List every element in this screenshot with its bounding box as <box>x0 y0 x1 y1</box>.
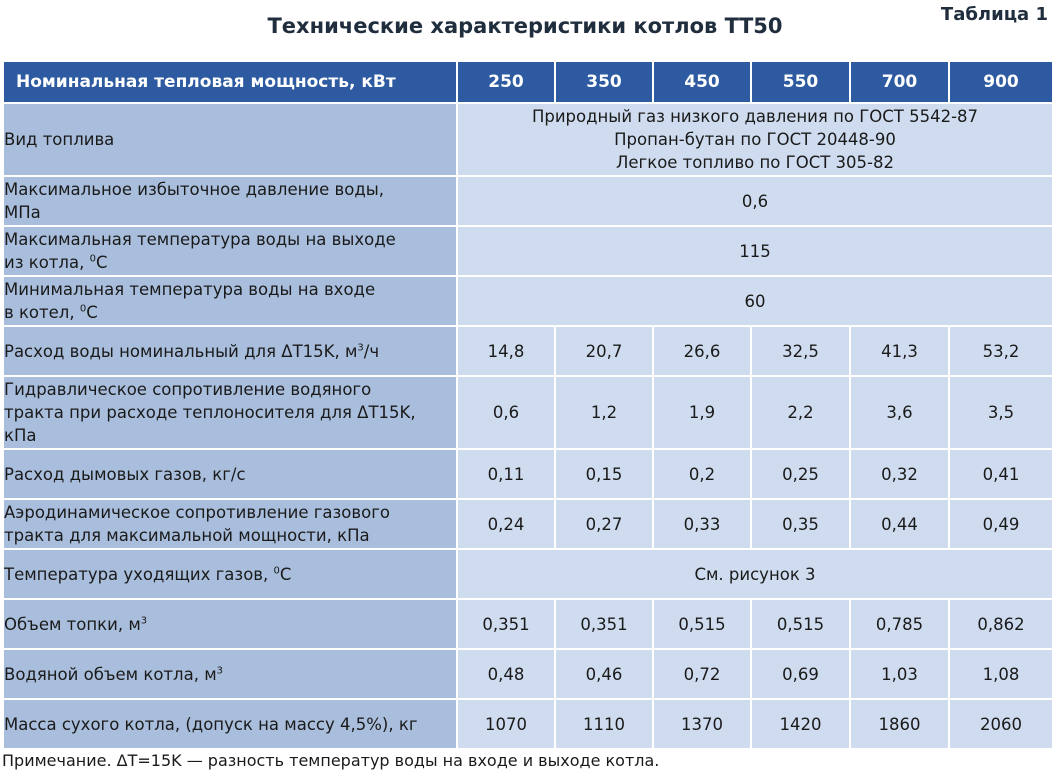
degree-sup: 0 <box>273 565 280 576</box>
label-text: Водяной объем котла, м <box>4 664 217 684</box>
fuel-types <box>457 103 1053 176</box>
cell-value: 0,44 <box>850 499 949 549</box>
label-line <box>4 251 456 274</box>
row-label <box>3 549 457 599</box>
specs-table <box>2 60 1054 750</box>
label-line: Аэродинамическое сопротивление газового <box>4 503 390 522</box>
label-text: Температура уходящих газов, <box>4 564 274 584</box>
cell-value: 2060 <box>949 699 1053 749</box>
cell-value: 0,6 <box>457 176 1053 226</box>
cell-value: 1,08 <box>949 649 1053 699</box>
fuel-type-line: Легкое топливо по ГОСТ 305-82 <box>616 153 894 172</box>
row-aero <box>3 499 1053 549</box>
cell-value: 0,25 <box>751 449 850 499</box>
row-flow <box>3 326 1053 376</box>
header-col: 450 <box>653 61 751 103</box>
header-col: 550 <box>751 61 850 103</box>
cell-value: 0,41 <box>949 449 1053 499</box>
cell-value: 0,27 <box>555 499 653 549</box>
row-label <box>3 599 457 649</box>
label-unit: С <box>95 253 108 272</box>
header-col: 250 <box>457 61 555 103</box>
cell-value: 1110 <box>555 699 653 749</box>
cell-value: 0,515 <box>751 599 850 649</box>
cell-value: 0,35 <box>751 499 850 549</box>
cubic-sup: 3 <box>140 615 148 626</box>
cell-value: 0,48 <box>457 649 555 699</box>
header-label: Номинальная тепловая мощность, кВт <box>3 61 457 103</box>
cell-value: 0,6 <box>457 376 555 449</box>
cell-value: 0,24 <box>457 499 555 549</box>
label-line: Максимальное избыточное давление воды, <box>4 180 384 199</box>
cell-value: См. рисунок 3 <box>457 549 1053 599</box>
degree-sup: 0 <box>89 253 96 265</box>
cell-value: 26,6 <box>653 326 751 376</box>
cell-value: 0,785 <box>850 599 949 649</box>
label-line: Гидравлическое сопротивление водяного <box>4 380 372 399</box>
label-line: тракта при расходе теплоносителя для ΔT15K, <box>4 403 416 422</box>
cell-value: 3,5 <box>949 376 1053 449</box>
label-text: в котел, <box>4 303 80 322</box>
page-title: Технические характеристики котлов ТТ50 <box>267 14 783 38</box>
cell-value: 0,72 <box>653 649 751 699</box>
cell-value: 1,03 <box>850 649 949 699</box>
cell-value: 1420 <box>751 699 850 749</box>
row-flue-temp <box>3 549 1053 599</box>
row-label <box>3 326 457 376</box>
cell-value: 53,2 <box>949 326 1053 376</box>
header-col: 900 <box>949 61 1053 103</box>
label-line: Минимальная температура воды на входе <box>4 280 376 299</box>
row-label: Масса сухого котла, (допуск на массу 4,5%), кг <box>3 699 457 749</box>
cubic-sup: 3 <box>357 342 364 353</box>
row-dry-mass <box>3 699 1053 749</box>
row-label: Расход дымовых газов, кг/с <box>3 449 457 499</box>
cell-value: 1070 <box>457 699 555 749</box>
row-hydraulic <box>3 376 1053 449</box>
cell-value: 0,515 <box>653 599 751 649</box>
cell-value: 0,15 <box>555 449 653 499</box>
label-unit: /ч <box>363 341 380 361</box>
cell-value: 20,7 <box>555 326 653 376</box>
row-label <box>3 226 457 276</box>
cell-value: 2,2 <box>751 376 850 449</box>
label-text: Расход воды номинальный для ΔT15K, м <box>4 341 358 361</box>
cell-value: 1370 <box>653 699 751 749</box>
label-line: тракта для максимальной мощности, кПа <box>4 526 370 545</box>
row-fuel <box>3 103 1053 176</box>
row-temp-out <box>3 226 1053 276</box>
header-col: 350 <box>555 61 653 103</box>
label-unit: С <box>279 564 292 584</box>
cell-value: 0,33 <box>653 499 751 549</box>
header-col: 700 <box>850 61 949 103</box>
row-label <box>3 649 457 699</box>
cell-value: 1,9 <box>653 376 751 449</box>
cell-value: 0,862 <box>949 599 1053 649</box>
row-label <box>3 376 457 449</box>
cell-value: 1,2 <box>555 376 653 449</box>
label-text: Объем топки, м <box>4 614 141 634</box>
header-row <box>3 61 1053 103</box>
row-label <box>3 176 457 226</box>
cell-value: 32,5 <box>751 326 850 376</box>
cell-value: 115 <box>457 226 1053 276</box>
cell-value: 3,6 <box>850 376 949 449</box>
row-flue-flow <box>3 449 1053 499</box>
fuel-type-line: Пропан-бутан по ГОСТ 20448-90 <box>614 130 896 149</box>
cell-value: 14,8 <box>457 326 555 376</box>
row-label: Вид топлива <box>3 103 457 176</box>
cell-value: 41,3 <box>850 326 949 376</box>
fuel-type-line: Природный газ низкого давления по ГОСТ 5542-87 <box>531 107 979 126</box>
cell-value: 60 <box>457 276 1053 326</box>
cell-value: 0,69 <box>751 649 850 699</box>
cell-value: 0,2 <box>653 449 751 499</box>
label-text: из котла, <box>4 253 90 272</box>
row-temp-in <box>3 276 1053 326</box>
label-line: Максимальная температура воды на выходе <box>4 230 396 249</box>
cell-value: 1860 <box>850 699 949 749</box>
row-furnace-volume <box>3 599 1053 649</box>
cell-value: 0,46 <box>555 649 653 699</box>
cell-value: 0,32 <box>850 449 949 499</box>
label-unit: С <box>86 303 98 322</box>
label-line: МПа <box>4 203 41 222</box>
table-number: Таблица 1 <box>940 4 1048 25</box>
row-water-volume <box>3 649 1053 699</box>
row-label <box>3 499 457 549</box>
cell-value: 0,351 <box>555 599 653 649</box>
cell-value: 0,351 <box>457 599 555 649</box>
cell-value: 0,11 <box>457 449 555 499</box>
degree-sup: 0 <box>79 303 87 315</box>
cubic-sup: 3 <box>216 665 224 676</box>
label-line: кПа <box>4 426 37 445</box>
footnote: Примечание. ΔT=15K — разность температур воды на входе и выходе котла. <box>2 751 660 770</box>
cell-value: 0,49 <box>949 499 1053 549</box>
row-label <box>3 276 457 326</box>
row-pressure <box>3 176 1053 226</box>
label-line <box>4 301 456 324</box>
